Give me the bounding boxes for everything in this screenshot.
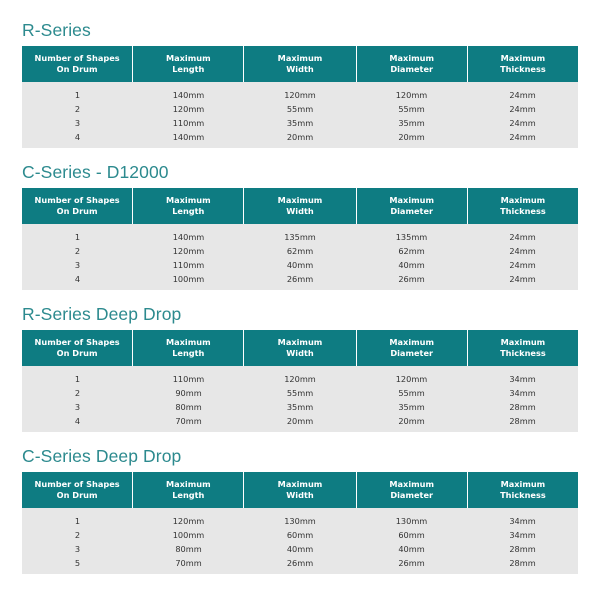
cell-diameter: 135mm [395, 232, 428, 242]
cell-shapes: 4 [74, 132, 81, 142]
cell-width: 55mm [286, 104, 314, 114]
header-shapes-on-drum: Number of Shapes On Drum [22, 188, 133, 224]
table-row [22, 542, 578, 556]
cell-shapes: 5 [74, 558, 81, 568]
cell-thickness: 28mm [509, 416, 536, 426]
table-body [22, 508, 578, 574]
cell-diameter: 35mm [398, 402, 425, 412]
spec-table [22, 472, 578, 574]
cell-diameter: 120mm [395, 90, 428, 100]
cell-width: 20mm [286, 132, 314, 142]
table-row [22, 102, 578, 116]
cell-length: 110mm [172, 374, 205, 384]
cell-shapes: 4 [74, 274, 81, 284]
cell-thickness: 24mm [509, 90, 536, 100]
table-row [22, 88, 578, 102]
spec-table [22, 330, 578, 432]
cell-length: 80mm [175, 544, 202, 554]
cell-length: 110mm [172, 260, 205, 270]
table-row [22, 116, 578, 130]
header-max-diameter: Maximum Diameter [357, 472, 468, 508]
header-max-length: Maximum Length [133, 472, 244, 508]
cell-thickness: 24mm [509, 132, 536, 142]
cell-diameter: 20mm [398, 132, 425, 142]
cell-width: 130mm [284, 516, 316, 526]
header-shapes-on-drum: Number of Shapes On Drum [22, 472, 133, 508]
cell-width: 40mm [286, 544, 314, 554]
section-c-series-d12000 [22, 158, 578, 290]
table-row [22, 272, 578, 286]
cell-shapes: 1 [74, 374, 81, 384]
cell-length: 140mm [172, 132, 205, 142]
cell-shapes: 2 [74, 104, 81, 114]
cell-thickness: 34mm [509, 516, 536, 526]
header-max-thickness: Maximum Thickness [500, 337, 546, 358]
cell-thickness: 24mm [509, 104, 536, 114]
cell-thickness: 28mm [509, 558, 536, 568]
header-shapes-on-drum: Number of Shapes On Drum [22, 330, 133, 366]
cell-length: 90mm [175, 388, 202, 398]
table-header-row [22, 46, 578, 82]
cell-thickness: 34mm [509, 374, 536, 384]
spec-table [22, 188, 578, 290]
section-c-series-deep-drop [22, 442, 578, 574]
cell-shapes: 1 [74, 516, 81, 526]
table-header-row [22, 472, 578, 508]
header-max-width: Maximum Width [244, 472, 356, 508]
section-r-series [22, 16, 578, 148]
header-max-diameter: Maximum Diameter [357, 330, 468, 366]
cell-width: 55mm [286, 388, 314, 398]
cell-length: 70mm [175, 558, 202, 568]
table-row [22, 556, 578, 570]
section-title: C-Series - D12000 [22, 162, 169, 182]
table-row [22, 414, 578, 428]
header-max-length: Maximum Length [133, 330, 244, 366]
cell-length: 120mm [172, 246, 205, 256]
cell-width: 120mm [284, 374, 316, 384]
cell-thickness: 28mm [509, 402, 536, 412]
table-header-row [22, 330, 578, 366]
cell-length: 110mm [172, 118, 205, 128]
cell-shapes: 2 [74, 246, 81, 256]
cell-length: 100mm [172, 274, 205, 284]
cell-width: 26mm [286, 558, 314, 568]
cell-diameter: 55mm [398, 388, 425, 398]
cell-shapes: 3 [74, 118, 81, 128]
cell-shapes: 3 [74, 402, 81, 412]
spec-table [22, 46, 578, 148]
table-row [22, 386, 578, 400]
header-max-width: Maximum Width [244, 46, 356, 82]
cell-width: 62mm [286, 246, 314, 256]
table-header-row [22, 188, 578, 224]
cell-diameter: 40mm [398, 544, 425, 554]
cell-thickness: 24mm [509, 274, 536, 284]
cell-thickness: 24mm [509, 246, 536, 256]
cell-shapes: 3 [74, 260, 81, 270]
header-max-diameter: Maximum Diameter [357, 46, 468, 82]
cell-width: 120mm [284, 90, 316, 100]
cell-length: 120mm [172, 516, 205, 526]
table-row [22, 230, 578, 244]
header-max-width: Maximum Width [244, 188, 356, 224]
table-row [22, 528, 578, 542]
cell-width: 35mm [286, 118, 314, 128]
cell-width: 60mm [286, 530, 314, 540]
cell-diameter: 26mm [398, 558, 425, 568]
cell-thickness: 34mm [509, 388, 536, 398]
table-row [22, 514, 578, 528]
cell-diameter: 130mm [395, 516, 428, 526]
section-title: C-Series Deep Drop [22, 446, 182, 466]
cell-width: 26mm [286, 274, 314, 284]
table-row [22, 130, 578, 144]
cell-thickness: 24mm [509, 260, 536, 270]
header-max-thickness: Maximum Thickness [500, 195, 546, 216]
cell-thickness: 24mm [509, 232, 536, 242]
header-max-diameter: Maximum Diameter [357, 188, 468, 224]
cell-shapes: 2 [74, 388, 81, 398]
section-r-series-deep-drop [22, 300, 578, 432]
cell-shapes: 1 [74, 232, 81, 242]
cell-diameter: 62mm [398, 246, 425, 256]
table-row [22, 372, 578, 386]
table-row [22, 400, 578, 414]
table-row [22, 258, 578, 272]
cell-shapes: 3 [74, 544, 81, 554]
cell-shapes: 1 [74, 90, 81, 100]
table-row [22, 244, 578, 258]
cell-length: 140mm [172, 90, 205, 100]
cell-diameter: 55mm [398, 104, 425, 114]
header-max-thickness: Maximum Thickness [500, 479, 546, 500]
header-max-width: Maximum Width [244, 330, 356, 366]
cell-width: 20mm [286, 416, 314, 426]
cell-length: 140mm [172, 232, 205, 242]
cell-shapes: 2 [74, 530, 81, 540]
cell-width: 40mm [286, 260, 314, 270]
cell-thickness: 34mm [509, 530, 536, 540]
header-max-length: Maximum Length [133, 46, 244, 82]
cell-length: 70mm [175, 416, 202, 426]
header-max-length: Maximum Length [133, 188, 244, 224]
section-title: R-Series Deep Drop [22, 304, 182, 324]
cell-diameter: 35mm [398, 118, 425, 128]
cell-length: 100mm [172, 530, 205, 540]
cell-diameter: 60mm [398, 530, 425, 540]
cell-diameter: 26mm [398, 274, 425, 284]
header-max-thickness: Maximum Thickness [500, 53, 546, 74]
section-title: R-Series [22, 20, 91, 40]
table-body [22, 82, 578, 148]
cell-shapes: 4 [74, 416, 81, 426]
cell-width: 135mm [284, 232, 316, 242]
cell-length: 80mm [175, 402, 202, 412]
table-body [22, 366, 578, 432]
cell-length: 120mm [172, 104, 205, 114]
cell-thickness: 28mm [509, 544, 536, 554]
table-body [22, 224, 578, 290]
cell-width: 35mm [286, 402, 314, 412]
cell-diameter: 40mm [398, 260, 425, 270]
cell-thickness: 24mm [509, 118, 536, 128]
cell-diameter: 20mm [398, 416, 425, 426]
header-shapes-on-drum: Number of Shapes On Drum [22, 46, 133, 82]
cell-diameter: 120mm [395, 374, 428, 384]
